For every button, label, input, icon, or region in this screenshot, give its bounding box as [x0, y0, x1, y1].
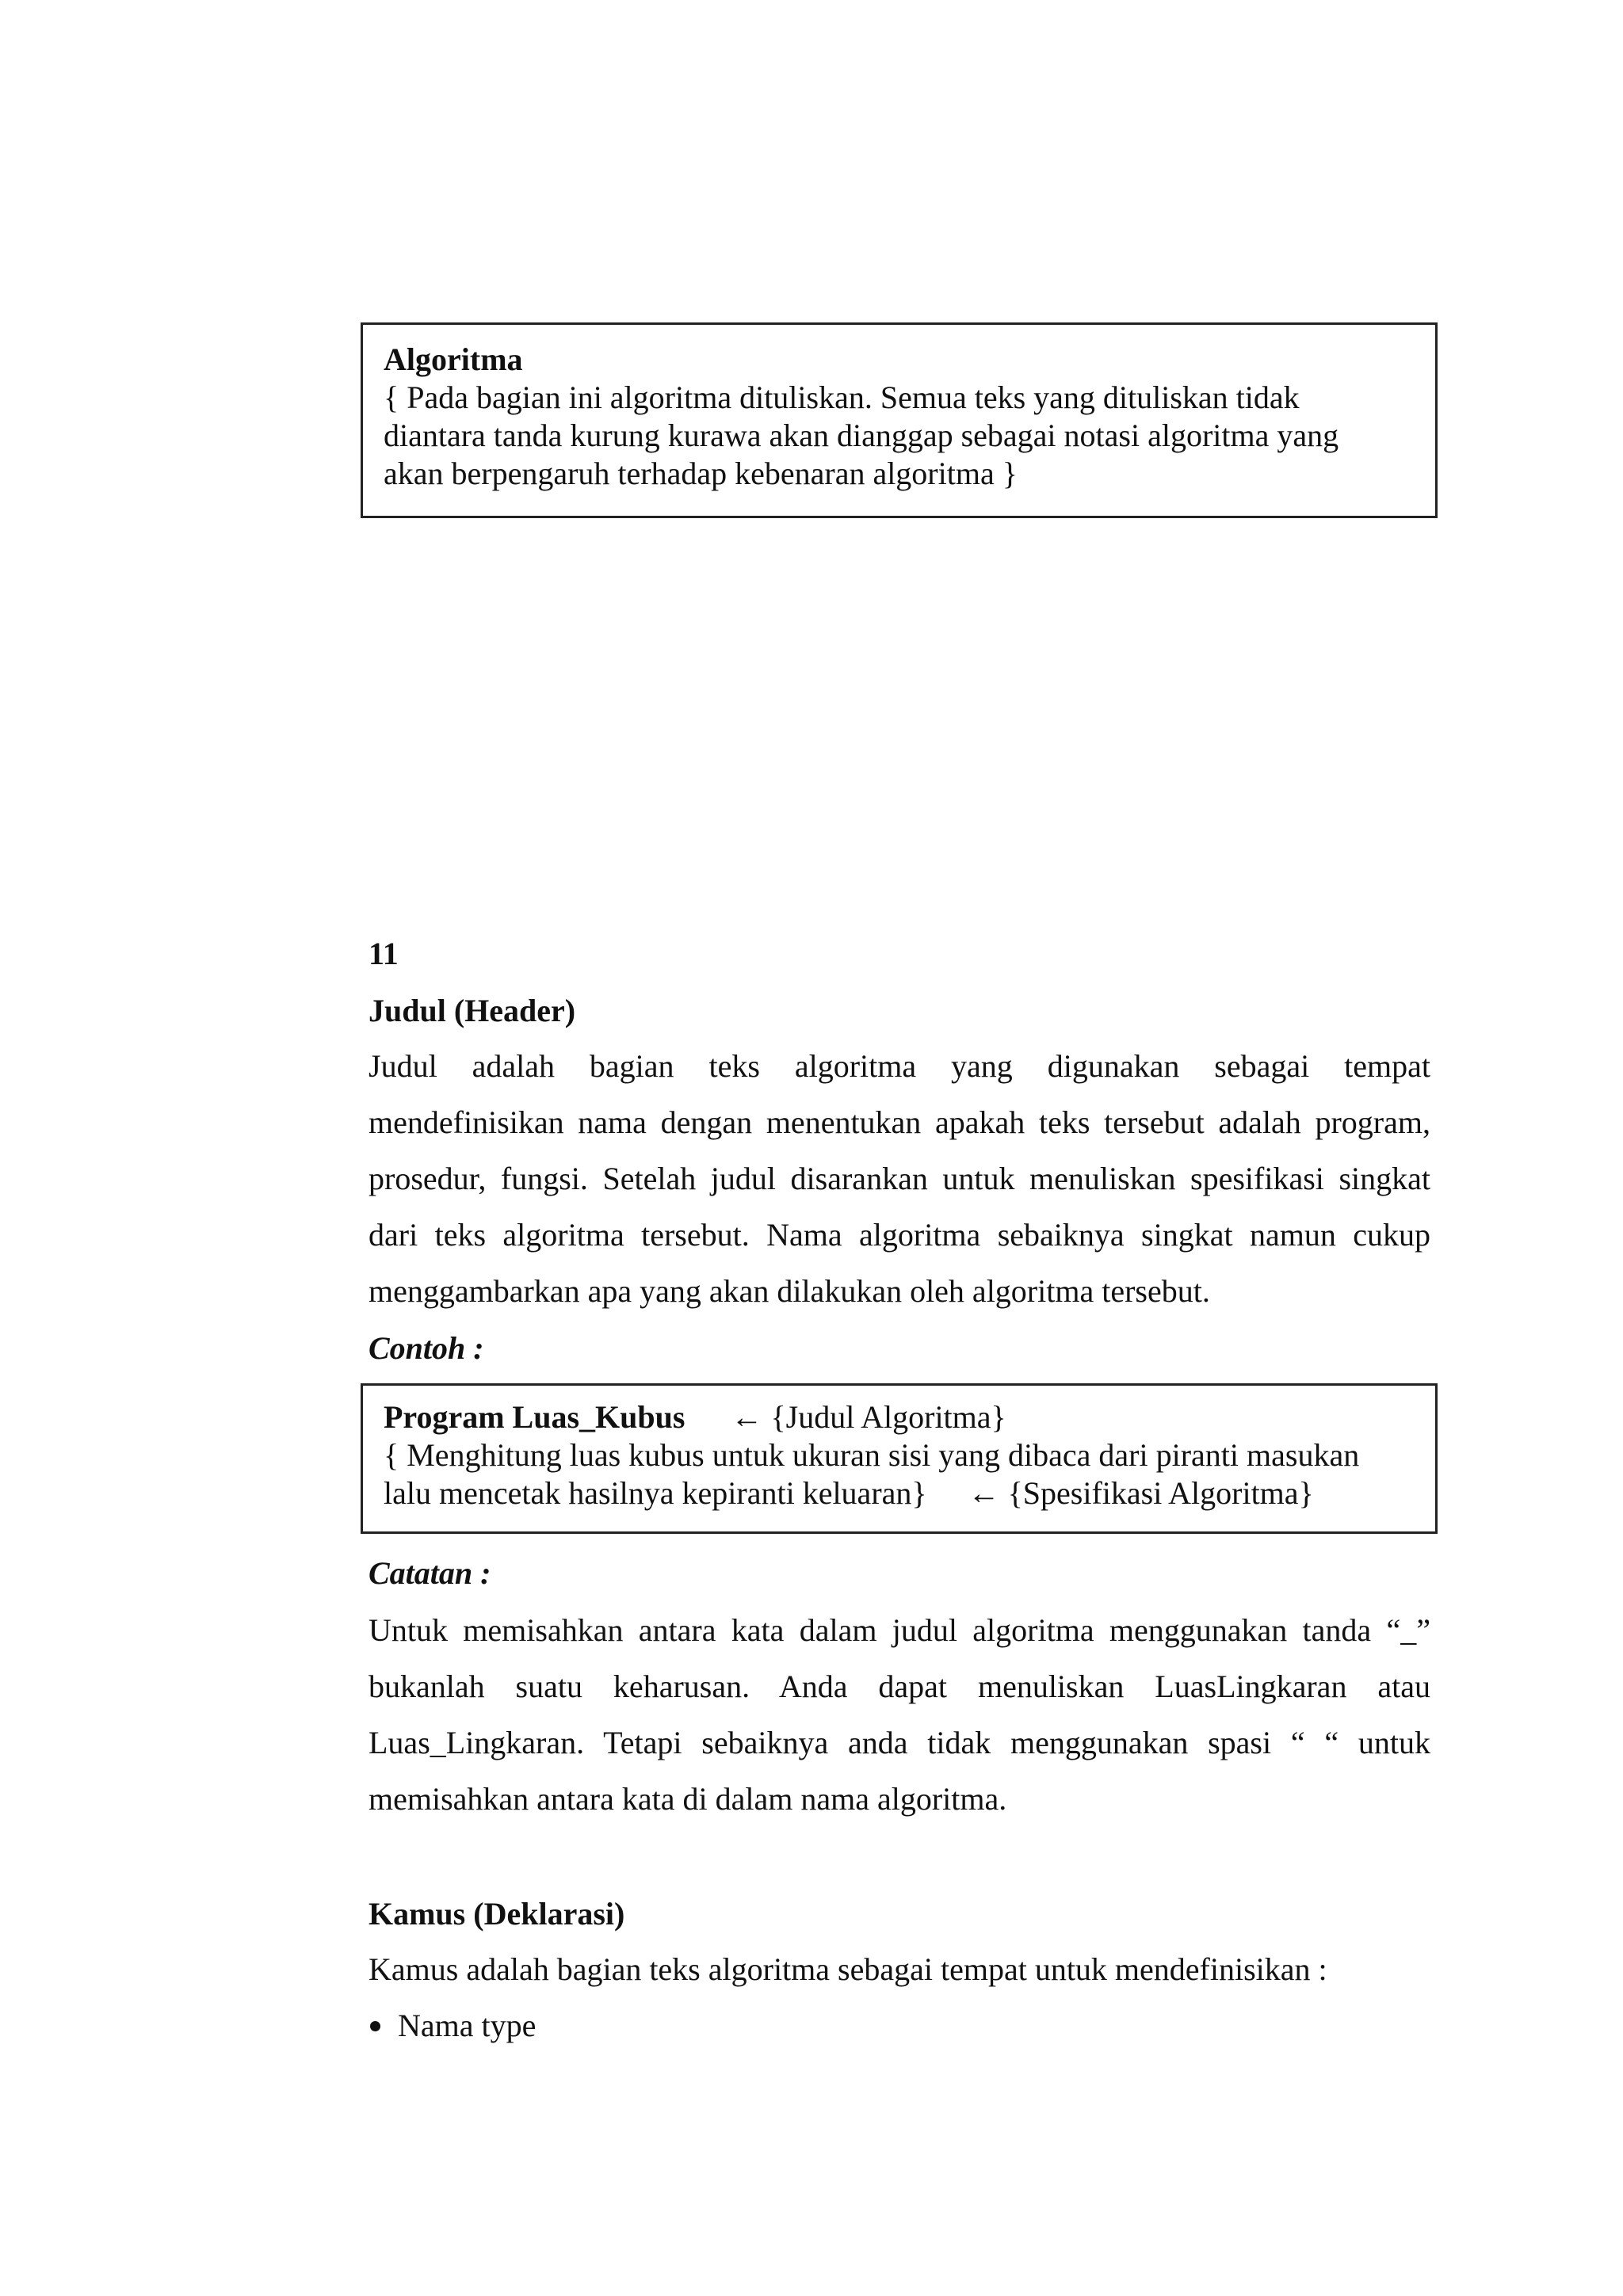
algoritma-box-line: diantara tanda kurung kurawa akan dianggap sebagai notasi algoritma yang [384, 418, 1339, 453]
example-label: Contoh : [369, 1330, 484, 1366]
paragraph-line: bukanlah suatu keharusan. Anda dapat menuliskan LuasLingkaran atau [369, 1669, 1430, 1704]
paragraph-line: Judul adalah bagian teks algoritma yang digunakan sebagai tempat [369, 1048, 1430, 1084]
algoritma-box-line: akan berpengaruh terhadap kebenaran algoritma } [384, 456, 1018, 491]
paragraph-line: memisahkan antara kata di dalam nama algoritma. [369, 1781, 1007, 1817]
paragraph-line: Luas_Lingkaran. Tetapi sebaiknya anda tidak menggunakan spasi “ “ untuk [369, 1725, 1430, 1760]
algoritma-box-line: { Pada bagian ini algoritma dituliskan. Semua teks yang dituliskan tidak [384, 379, 1300, 415]
judul-paragraph [369, 1047, 1430, 1329]
paragraph-line: dari teks algoritma tersebut. Nama algoritma sebaiknya singkat namun cukup [369, 1217, 1430, 1253]
paragraph-line: prosedur, fungsi. Setelah judul disarankan untuk menuliskan spesifikasi singkat [369, 1161, 1430, 1196]
bullet-icon [370, 2021, 380, 2031]
left-arrow-icon: ← [731, 1399, 763, 1435]
paragraph-line: Untuk memisahkan antara kata dalam judul algoritma menggunakan tanda “_” [369, 1612, 1430, 1648]
program-name: Program Luas_Kubus [384, 1399, 685, 1435]
spec-comment: {Spesifikasi Algoritma} [1007, 1475, 1314, 1511]
program-header-line [384, 1398, 1415, 1436]
example-box [361, 1383, 1438, 1534]
kamus-heading: Kamus (Deklarasi) [369, 1896, 625, 1932]
spec-line-text: lalu mencetak hasilnya kepiranti keluaran} [384, 1475, 927, 1511]
paragraph-line: menggambarkan apa yang akan dilakukan oleh algoritma tersebut. [369, 1273, 1210, 1309]
paragraph-line: mendefinisikan nama dengan menentukan apakah teks tersebut adalah program, [369, 1104, 1430, 1140]
kamus-intro: Kamus adalah bagian teks algoritma sebagai tempat untuk mendefinisikan : [369, 1951, 1327, 1987]
list-item [369, 2007, 536, 2045]
algoritma-box-title: Algoritma [384, 341, 523, 377]
spec-line: { Menghitung luas kubus untuk ukuran sisi yang dibaca dari piranti masukan [384, 1437, 1360, 1473]
catatan-paragraph [369, 1611, 1430, 1836]
spec-line [384, 1474, 1415, 1512]
judul-heading: Judul (Header) [369, 993, 576, 1028]
algoritma-box [361, 322, 1438, 518]
page-number: 11 [369, 936, 399, 971]
program-comment: {Judul Algoritma} [770, 1399, 1006, 1435]
list-item-text: Nama type [398, 2008, 537, 2043]
catatan-label: Catatan : [369, 1555, 491, 1591]
left-arrow-icon: ← [968, 1475, 1000, 1511]
